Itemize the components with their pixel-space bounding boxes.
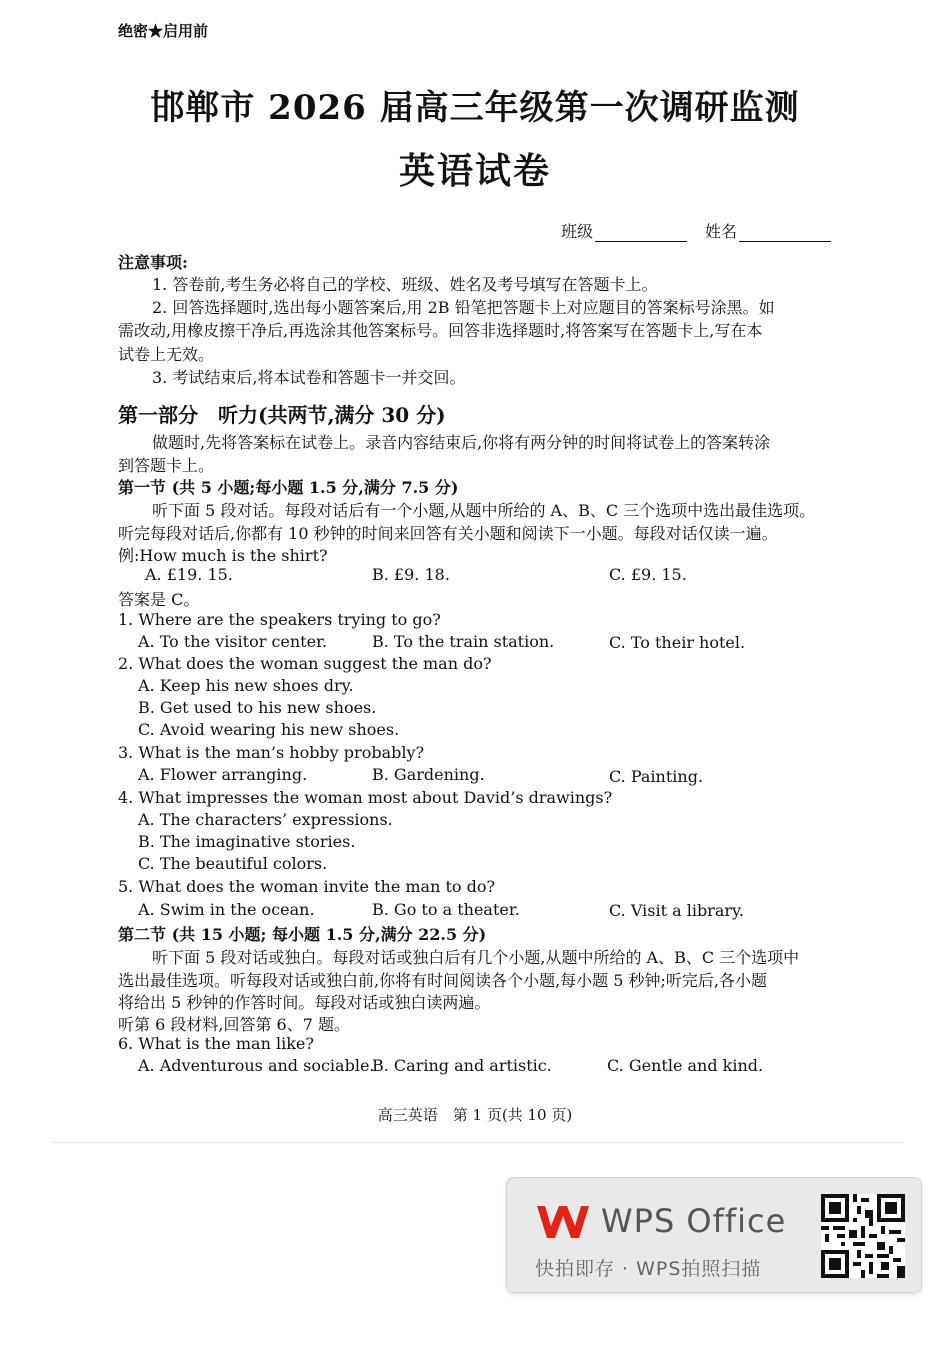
question-2-option-b: B. Get used to his new shoes. xyxy=(138,698,377,717)
section2-heading: 第二节 (共 15 小题; 每小题 1.5 分,满分 22.5 分) xyxy=(118,925,487,944)
question-3-option-b: B. Gardening. xyxy=(372,765,485,784)
section2-intro: 听下面 5 段对话或独白。每段对话或独白后有几个小题,从题中所给的 A、B、C 三个选项中 xyxy=(152,948,800,967)
question-1-option-c: C. To their hotel. xyxy=(609,633,746,652)
question-4-option-a: A. The characters’ expressions. xyxy=(138,810,393,829)
wps-watermark xyxy=(506,1177,922,1293)
question-1: 1. Where are the speakers trying to go? xyxy=(118,610,441,629)
question-1-option-a: A. To the visitor center. xyxy=(138,632,328,651)
question-5-option-b: B. Go to a theater. xyxy=(372,900,520,919)
question-5-option-a: A. Swim in the ocean. xyxy=(138,900,315,919)
page-footer: 高三英语 第 1 页(共 10 页) xyxy=(377,1106,573,1124)
example-answer: 答案是 C。 xyxy=(118,590,200,609)
question-3-option-a: A. Flower arranging. xyxy=(138,765,308,784)
page-divider xyxy=(52,1142,904,1143)
wps-caption: 快拍即存 · WPS拍照扫描 xyxy=(535,1258,762,1280)
example-option-c: C. £9. 15. xyxy=(609,565,687,584)
qr-code-icon xyxy=(821,1194,905,1278)
section2-intro-cont: 将给出 5 秒钟的作答时间。每段对话或独白读两遍。 xyxy=(118,993,491,1012)
note-item-2: 2. 回答选择题时,选出每小题答案后,用 2B 铅笔把答题卡上对应题目的答案标号涂黑。如 xyxy=(152,298,775,317)
wps-logo-icon xyxy=(535,1202,591,1242)
question-6-option-a: A. Adventurous and sociable. xyxy=(138,1056,375,1075)
part1-heading: 第一部分 听力(共两节,满分 30 分) xyxy=(118,403,446,427)
note-item-2-cont: 需改动,用橡皮擦干净后,再选涂其他答案标号。回答非选择题时,将答案写在答题卡上,写在本 xyxy=(118,321,763,340)
section1-intro-cont: 听完每段对话后,你都有 10 秒钟的时间来回答有关小题和阅读下一小题。每段对话仅读一遍。 xyxy=(118,524,778,543)
material-6-instruction: 听第 6 段材料,回答第 6、7 题。 xyxy=(118,1015,350,1034)
wps-brand-text: WPS Office xyxy=(601,1202,787,1240)
question-6-option-c: C. Gentle and kind. xyxy=(607,1056,764,1075)
question-1-option-b: B. To the train station. xyxy=(372,632,555,651)
question-5: 5. What does the woman invite the man to do? xyxy=(118,877,496,896)
name-label: 姓名 xyxy=(705,222,738,241)
example-question: 例:How much is the shirt? xyxy=(118,546,328,565)
part1-intro: 做题时,先将答案标在试卷上。录音内容结束后,你将有两分钟的时间将试卷上的答案转涂 xyxy=(152,433,771,452)
question-3: 3. What is the man’s hobby probably? xyxy=(118,743,425,762)
confidential-label: 绝密★启用前 xyxy=(118,22,209,40)
name-blank xyxy=(739,227,831,242)
part1-intro-cont: 到答题卡上。 xyxy=(118,456,215,475)
question-6: 6. What is the man like? xyxy=(118,1034,314,1053)
class-field xyxy=(561,219,687,242)
section2-intro-cont: 选出最佳选项。听每段对话或独白前,你将有时间阅读各个小题,每小题 5 秒钟;听完后,各小题 xyxy=(118,971,768,990)
example-option-a: A. £19. 15. xyxy=(145,565,233,584)
example-option-b: B. £9. 18. xyxy=(372,565,450,584)
question-4-option-c: C. The beautiful colors. xyxy=(138,854,328,873)
note-item-3: 3. 考试结束后,将本试卷和答题卡一并交回。 xyxy=(152,368,466,387)
class-blank xyxy=(595,227,687,242)
section1-intro: 听下面 5 段对话。每段对话后有一个小题,从题中所给的 A、B、C 三个选项中选出最佳选项。 xyxy=(152,501,816,520)
name-field xyxy=(705,219,831,242)
section1-heading: 第一节 (共 5 小题;每小题 1.5 分,满分 7.5 分) xyxy=(118,478,459,497)
notes-heading: 注意事项: xyxy=(118,253,188,272)
exam-subtitle: 英语试卷 xyxy=(398,150,551,192)
question-2: 2. What does the woman suggest the man do? xyxy=(118,654,492,673)
question-2-option-a: A. Keep his new shoes dry. xyxy=(138,676,354,695)
question-3-option-c: C. Painting. xyxy=(609,767,704,786)
exam-title: 邯郸市 2026 届高三年级第一次调研监测 xyxy=(150,88,800,128)
class-label: 班级 xyxy=(561,222,594,241)
question-2-option-c: C. Avoid wearing his new shoes. xyxy=(138,720,400,739)
question-6-option-b: B. Caring and artistic. xyxy=(372,1056,552,1075)
question-5-option-c: C. Visit a library. xyxy=(609,901,745,920)
question-4-option-b: B. The imaginative stories. xyxy=(138,832,356,851)
note-item-2-cont: 试卷上无效。 xyxy=(118,345,215,364)
question-4: 4. What impresses the woman most about David’s drawings? xyxy=(118,788,613,807)
note-item-1: 1. 答卷前,考生务必将自己的学校、班级、姓名及考号填写在答题卡上。 xyxy=(152,275,658,294)
